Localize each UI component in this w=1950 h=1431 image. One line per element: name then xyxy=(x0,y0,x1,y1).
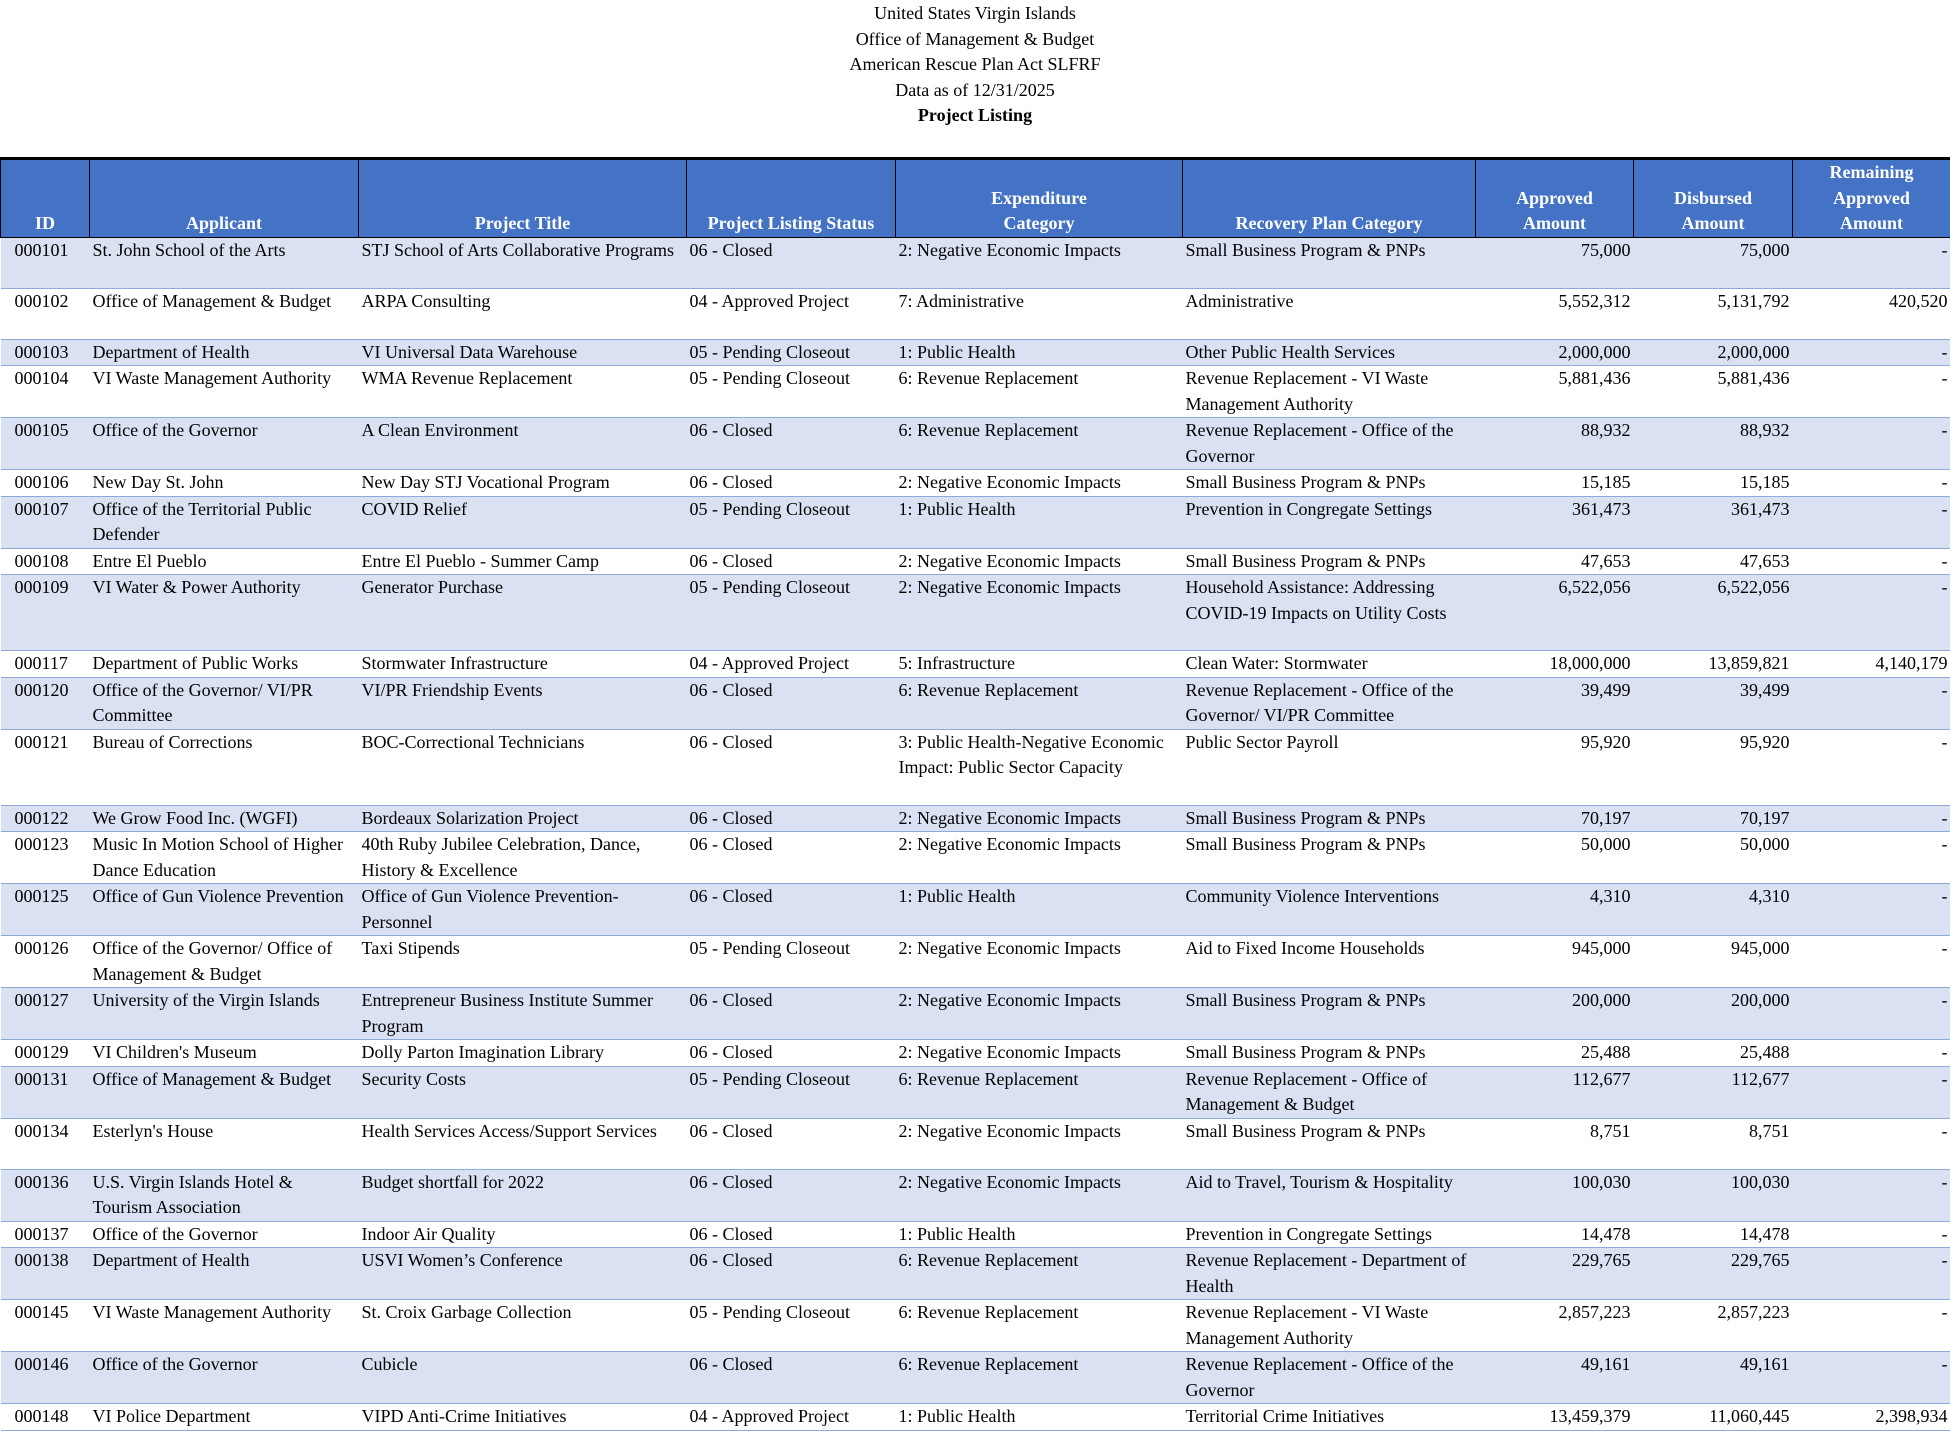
cell-remaining: - xyxy=(1793,936,1950,988)
cell-project-title: Office of Gun Violence Prevention-Personnel xyxy=(359,884,687,936)
cell-disbursed: 88,932 xyxy=(1634,418,1793,470)
col-header-approved[interactable]: Approved Amount xyxy=(1476,159,1634,238)
col-header-expenditure[interactable]: Expenditure Category xyxy=(896,159,1183,238)
cell-disbursed: 112,677 xyxy=(1634,1066,1793,1118)
cell-approved: 2,857,223 xyxy=(1476,1300,1634,1352)
cell-remaining: - xyxy=(1793,1169,1950,1221)
cell-id: 000121 xyxy=(1,729,90,805)
cell-project-title: WMA Revenue Replacement xyxy=(359,366,687,418)
cell-project-title: 40th Ruby Jubilee Celebration, Dance, History & Excellence xyxy=(359,832,687,884)
cell-expenditure: 2: Negative Economic Impacts xyxy=(896,1040,1183,1067)
cell-remaining: - xyxy=(1793,1118,1950,1169)
cell-remaining: - xyxy=(1793,1221,1950,1248)
cell-remaining: - xyxy=(1793,1352,1950,1404)
cell-project-title: Bordeaux Solarization Project xyxy=(359,805,687,832)
project-listing-table xyxy=(0,157,1950,1431)
cell-applicant: Office of Management & Budget xyxy=(90,1066,359,1118)
table-row[interactable] xyxy=(1,288,1950,339)
cell-disbursed: 8,751 xyxy=(1634,1118,1793,1169)
cell-applicant: Esterlyn's House xyxy=(90,1118,359,1169)
table-row[interactable] xyxy=(1,575,1950,651)
cell-disbursed: 945,000 xyxy=(1634,936,1793,988)
cell-remaining: - xyxy=(1793,418,1950,470)
cell-recovery: Territorial Crime Initiatives xyxy=(1183,1404,1476,1431)
header-territory: United States Virgin Islands xyxy=(0,1,1950,27)
cell-disbursed: 14,478 xyxy=(1634,1221,1793,1248)
cell-recovery: Other Public Health Services xyxy=(1183,339,1476,366)
cell-remaining: - xyxy=(1793,1066,1950,1118)
cell-remaining: - xyxy=(1793,575,1950,651)
cell-id: 000136 xyxy=(1,1169,90,1221)
cell-applicant: Entre El Pueblo xyxy=(90,548,359,575)
cell-recovery: Clean Water: Stormwater xyxy=(1183,651,1476,678)
cell-status: 06 - Closed xyxy=(687,1118,896,1169)
cell-id: 000137 xyxy=(1,1221,90,1248)
cell-expenditure: 2: Negative Economic Impacts xyxy=(896,470,1183,497)
cell-remaining: - xyxy=(1793,237,1950,288)
cell-expenditure: 2: Negative Economic Impacts xyxy=(896,1118,1183,1169)
header-date: Data as of 12/31/2025 xyxy=(0,78,1950,104)
cell-expenditure: 1: Public Health xyxy=(896,339,1183,366)
cell-recovery: Revenue Replacement - Office of the Governor/ VI/PR Committee xyxy=(1183,677,1476,729)
cell-remaining: - xyxy=(1793,988,1950,1040)
cell-applicant: Office of the Governor xyxy=(90,418,359,470)
cell-id: 000108 xyxy=(1,548,90,575)
table-row[interactable] xyxy=(1,548,1950,575)
cell-applicant: We Grow Food Inc. (WGFI) xyxy=(90,805,359,832)
table-body xyxy=(1,237,1950,1430)
cell-applicant: VI Children's Museum xyxy=(90,1040,359,1067)
table-row[interactable] xyxy=(1,1248,1950,1300)
cell-project-title: Generator Purchase xyxy=(359,575,687,651)
cell-recovery: Revenue Replacement - Office of Management & Budget xyxy=(1183,1066,1476,1118)
cell-id: 000138 xyxy=(1,1248,90,1300)
cell-recovery: Small Business Program & PNPs xyxy=(1183,805,1476,832)
cell-disbursed: 70,197 xyxy=(1634,805,1793,832)
cell-applicant: New Day St. John xyxy=(90,470,359,497)
cell-applicant: Office of the Governor xyxy=(90,1221,359,1248)
cell-expenditure: 6: Revenue Replacement xyxy=(896,366,1183,418)
table-row[interactable] xyxy=(1,470,1950,497)
table-row[interactable] xyxy=(1,988,1950,1040)
cell-approved: 18,000,000 xyxy=(1476,651,1634,678)
cell-disbursed: 5,881,436 xyxy=(1634,366,1793,418)
cell-applicant: Department of Public Works xyxy=(90,651,359,678)
cell-recovery: Revenue Replacement - Office of the Governor xyxy=(1183,1352,1476,1404)
cell-id: 000107 xyxy=(1,496,90,548)
cell-applicant: University of the Virgin Islands xyxy=(90,988,359,1040)
cell-project-title: Budget shortfall for 2022 xyxy=(359,1169,687,1221)
cell-remaining: 2,398,934 xyxy=(1793,1404,1950,1431)
table-row[interactable] xyxy=(1,418,1950,470)
cell-id: 000109 xyxy=(1,575,90,651)
cell-id: 000120 xyxy=(1,677,90,729)
cell-remaining: - xyxy=(1793,366,1950,418)
cell-recovery: Small Business Program & PNPs xyxy=(1183,548,1476,575)
cell-project-title: USVI Women’s Conference xyxy=(359,1248,687,1300)
cell-status: 06 - Closed xyxy=(687,1169,896,1221)
cell-approved: 945,000 xyxy=(1476,936,1634,988)
table-row[interactable] xyxy=(1,1352,1950,1404)
cell-approved: 361,473 xyxy=(1476,496,1634,548)
cell-recovery: Revenue Replacement - Office of the Governor xyxy=(1183,418,1476,470)
cell-id: 000131 xyxy=(1,1066,90,1118)
table-row[interactable] xyxy=(1,1404,1950,1431)
cell-approved: 5,881,436 xyxy=(1476,366,1634,418)
cell-recovery: Revenue Replacement - VI Waste Management Authority xyxy=(1183,1300,1476,1352)
cell-project-title: Entrepreneur Business Institute Summer Program xyxy=(359,988,687,1040)
cell-status: 05 - Pending Closeout xyxy=(687,366,896,418)
cell-expenditure: 2: Negative Economic Impacts xyxy=(896,805,1183,832)
cell-expenditure: 2: Negative Economic Impacts xyxy=(896,1169,1183,1221)
cell-id: 000145 xyxy=(1,1300,90,1352)
cell-disbursed: 50,000 xyxy=(1634,832,1793,884)
cell-disbursed: 200,000 xyxy=(1634,988,1793,1040)
cell-disbursed: 5,131,792 xyxy=(1634,288,1793,339)
table-row[interactable] xyxy=(1,366,1950,418)
cell-project-title: Dolly Parton Imagination Library xyxy=(359,1040,687,1067)
cell-remaining: - xyxy=(1793,729,1950,805)
cell-disbursed: 11,060,445 xyxy=(1634,1404,1793,1431)
cell-remaining: - xyxy=(1793,1300,1950,1352)
header-office: Office of Management & Budget xyxy=(0,27,1950,53)
cell-approved: 200,000 xyxy=(1476,988,1634,1040)
cell-project-title: Cubicle xyxy=(359,1352,687,1404)
cell-id: 000103 xyxy=(1,339,90,366)
cell-project-title: A Clean Environment xyxy=(359,418,687,470)
cell-remaining: - xyxy=(1793,805,1950,832)
cell-id: 000122 xyxy=(1,805,90,832)
cell-expenditure: 7: Administrative xyxy=(896,288,1183,339)
cell-status: 06 - Closed xyxy=(687,1221,896,1248)
cell-approved: 13,459,379 xyxy=(1476,1404,1634,1431)
cell-approved: 14,478 xyxy=(1476,1221,1634,1248)
cell-remaining: - xyxy=(1793,1040,1950,1067)
cell-applicant: VI Police Department xyxy=(90,1404,359,1431)
cell-status: 06 - Closed xyxy=(687,418,896,470)
cell-remaining: - xyxy=(1793,884,1950,936)
cell-expenditure: 1: Public Health xyxy=(896,884,1183,936)
cell-project-title: VI Universal Data Warehouse xyxy=(359,339,687,366)
cell-applicant: St. John School of the Arts xyxy=(90,237,359,288)
cell-project-title: ARPA Consulting xyxy=(359,288,687,339)
cell-approved: 39,499 xyxy=(1476,677,1634,729)
cell-disbursed: 75,000 xyxy=(1634,237,1793,288)
cell-recovery: Aid to Travel, Tourism & Hospitality xyxy=(1183,1169,1476,1221)
cell-project-title: Security Costs xyxy=(359,1066,687,1118)
cell-recovery: Small Business Program & PNPs xyxy=(1183,988,1476,1040)
report-header xyxy=(0,0,1950,129)
cell-expenditure: 2: Negative Economic Impacts xyxy=(896,575,1183,651)
cell-id: 000125 xyxy=(1,884,90,936)
table-row[interactable] xyxy=(1,1169,1950,1221)
cell-status: 04 - Approved Project xyxy=(687,1404,896,1431)
cell-recovery: Small Business Program & PNPs xyxy=(1183,1118,1476,1169)
cell-approved: 100,030 xyxy=(1476,1169,1634,1221)
cell-approved: 25,488 xyxy=(1476,1040,1634,1067)
project-listing-table-wrap xyxy=(0,157,1950,1431)
cell-status: 06 - Closed xyxy=(687,1040,896,1067)
cell-status: 06 - Closed xyxy=(687,1352,896,1404)
header-program: American Rescue Plan Act SLFRF xyxy=(0,52,1950,78)
cell-applicant: Office of the Governor/ Office of Management & Budget xyxy=(90,936,359,988)
table-row[interactable] xyxy=(1,339,1950,366)
cell-recovery: Revenue Replacement - VI Waste Management Authority xyxy=(1183,366,1476,418)
cell-approved: 49,161 xyxy=(1476,1352,1634,1404)
cell-recovery: Public Sector Payroll xyxy=(1183,729,1476,805)
cell-id: 000104 xyxy=(1,366,90,418)
cell-disbursed: 13,859,821 xyxy=(1634,651,1793,678)
cell-recovery: Administrative xyxy=(1183,288,1476,339)
cell-project-title: St. Croix Garbage Collection xyxy=(359,1300,687,1352)
table-row[interactable] xyxy=(1,1118,1950,1169)
col-header-remaining[interactable]: Remaining Approved Amount xyxy=(1793,159,1950,238)
cell-project-title: New Day STJ Vocational Program xyxy=(359,470,687,497)
col-header-status[interactable]: Project Listing Status xyxy=(687,159,896,238)
cell-id: 000148 xyxy=(1,1404,90,1431)
cell-id: 000123 xyxy=(1,832,90,884)
cell-disbursed: 95,920 xyxy=(1634,729,1793,805)
cell-status: 04 - Approved Project xyxy=(687,651,896,678)
cell-expenditure: 6: Revenue Replacement xyxy=(896,677,1183,729)
table-row[interactable] xyxy=(1,884,1950,936)
cell-approved: 6,522,056 xyxy=(1476,575,1634,651)
cell-project-title: COVID Relief xyxy=(359,496,687,548)
cell-status: 06 - Closed xyxy=(687,805,896,832)
table-row[interactable] xyxy=(1,496,1950,548)
cell-disbursed: 2,857,223 xyxy=(1634,1300,1793,1352)
cell-applicant: VI Water & Power Authority xyxy=(90,575,359,651)
cell-expenditure: 6: Revenue Replacement xyxy=(896,1066,1183,1118)
cell-applicant: Department of Health xyxy=(90,1248,359,1300)
cell-applicant: Office of Gun Violence Prevention xyxy=(90,884,359,936)
cell-expenditure: 6: Revenue Replacement xyxy=(896,1248,1183,1300)
cell-remaining: 420,520 xyxy=(1793,288,1950,339)
cell-id: 000146 xyxy=(1,1352,90,1404)
cell-project-title: Stormwater Infrastructure xyxy=(359,651,687,678)
cell-applicant: Music In Motion School of Higher Dance Education xyxy=(90,832,359,884)
cell-id: 000129 xyxy=(1,1040,90,1067)
table-row[interactable] xyxy=(1,805,1950,832)
cell-expenditure: 2: Negative Economic Impacts xyxy=(896,936,1183,988)
cell-applicant: Bureau of Corrections xyxy=(90,729,359,805)
cell-disbursed: 39,499 xyxy=(1634,677,1793,729)
col-header-disbursed[interactable]: Disbursed Amount xyxy=(1634,159,1793,238)
cell-expenditure: 2: Negative Economic Impacts xyxy=(896,237,1183,288)
cell-status: 06 - Closed xyxy=(687,729,896,805)
cell-disbursed: 25,488 xyxy=(1634,1040,1793,1067)
table-row[interactable] xyxy=(1,936,1950,988)
cell-expenditure: 2: Negative Economic Impacts xyxy=(896,832,1183,884)
cell-disbursed: 49,161 xyxy=(1634,1352,1793,1404)
cell-id: 000106 xyxy=(1,470,90,497)
cell-id: 000102 xyxy=(1,288,90,339)
cell-approved: 5,552,312 xyxy=(1476,288,1634,339)
cell-id: 000127 xyxy=(1,988,90,1040)
cell-applicant: VI Waste Management Authority xyxy=(90,1300,359,1352)
cell-disbursed: 15,185 xyxy=(1634,470,1793,497)
cell-disbursed: 4,310 xyxy=(1634,884,1793,936)
cell-applicant: VI Waste Management Authority xyxy=(90,366,359,418)
cell-approved: 2,000,000 xyxy=(1476,339,1634,366)
cell-applicant: Office of Management & Budget xyxy=(90,288,359,339)
cell-recovery: Small Business Program & PNPs xyxy=(1183,470,1476,497)
cell-expenditure: 6: Revenue Replacement xyxy=(896,1300,1183,1352)
cell-applicant: Department of Health xyxy=(90,339,359,366)
cell-recovery: Small Business Program & PNPs xyxy=(1183,237,1476,288)
cell-approved: 229,765 xyxy=(1476,1248,1634,1300)
cell-project-title: BOC-Correctional Technicians xyxy=(359,729,687,805)
cell-project-title: Entre El Pueblo - Summer Camp xyxy=(359,548,687,575)
table-row[interactable] xyxy=(1,677,1950,729)
cell-remaining: - xyxy=(1793,548,1950,575)
cell-applicant: Office of the Territorial Public Defender xyxy=(90,496,359,548)
cell-recovery: Small Business Program & PNPs xyxy=(1183,832,1476,884)
cell-approved: 70,197 xyxy=(1476,805,1634,832)
cell-approved: 4,310 xyxy=(1476,884,1634,936)
cell-expenditure: 6: Revenue Replacement xyxy=(896,1352,1183,1404)
cell-status: 06 - Closed xyxy=(687,988,896,1040)
header-title: Project Listing xyxy=(0,103,1950,129)
cell-remaining: 4,140,179 xyxy=(1793,651,1950,678)
table-header-row xyxy=(1,159,1950,238)
cell-recovery: Small Business Program & PNPs xyxy=(1183,1040,1476,1067)
cell-remaining: - xyxy=(1793,339,1950,366)
cell-recovery: Prevention in Congregate Settings xyxy=(1183,1221,1476,1248)
table-row[interactable] xyxy=(1,1221,1950,1248)
cell-status: 04 - Approved Project xyxy=(687,288,896,339)
cell-remaining: - xyxy=(1793,496,1950,548)
cell-disbursed: 361,473 xyxy=(1634,496,1793,548)
cell-id: 000101 xyxy=(1,237,90,288)
cell-disbursed: 100,030 xyxy=(1634,1169,1793,1221)
cell-id: 000105 xyxy=(1,418,90,470)
cell-project-title: VI/PR Friendship Events xyxy=(359,677,687,729)
cell-recovery: Revenue Replacement - Department of Health xyxy=(1183,1248,1476,1300)
col-header-applicant[interactable]: Applicant xyxy=(90,159,359,238)
cell-status: 06 - Closed xyxy=(687,548,896,575)
col-header-recovery[interactable]: Recovery Plan Category xyxy=(1183,159,1476,238)
cell-applicant: Office of the Governor/ VI/PR Committee xyxy=(90,677,359,729)
cell-id: 000126 xyxy=(1,936,90,988)
cell-status: 05 - Pending Closeout xyxy=(687,1066,896,1118)
cell-disbursed: 6,522,056 xyxy=(1634,575,1793,651)
cell-approved: 8,751 xyxy=(1476,1118,1634,1169)
table-row[interactable] xyxy=(1,729,1950,805)
cell-remaining: - xyxy=(1793,1248,1950,1300)
cell-project-title: Health Services Access/Support Services xyxy=(359,1118,687,1169)
cell-id: 000117 xyxy=(1,651,90,678)
cell-expenditure: 3: Public Health-Negative Economic Impact: Public Sector Capacity xyxy=(896,729,1183,805)
cell-project-title: STJ School of Arts Collaborative Programs xyxy=(359,237,687,288)
cell-recovery: Aid to Fixed Income Households xyxy=(1183,936,1476,988)
cell-status: 05 - Pending Closeout xyxy=(687,496,896,548)
cell-status: 05 - Pending Closeout xyxy=(687,1300,896,1352)
cell-disbursed: 229,765 xyxy=(1634,1248,1793,1300)
cell-remaining: - xyxy=(1793,470,1950,497)
cell-project-title: Taxi Stipends xyxy=(359,936,687,988)
cell-approved: 50,000 xyxy=(1476,832,1634,884)
cell-applicant: U.S. Virgin Islands Hotel & Tourism Association xyxy=(90,1169,359,1221)
cell-recovery: Prevention in Congregate Settings xyxy=(1183,496,1476,548)
cell-applicant: Office of the Governor xyxy=(90,1352,359,1404)
table-row[interactable] xyxy=(1,832,1950,884)
col-header-project-title[interactable]: Project Title xyxy=(359,159,687,238)
cell-remaining: - xyxy=(1793,832,1950,884)
table-row[interactable] xyxy=(1,237,1950,288)
cell-remaining: - xyxy=(1793,677,1950,729)
cell-recovery: Household Assistance: Addressing COVID-19 Impacts on Utility Costs xyxy=(1183,575,1476,651)
table-row[interactable] xyxy=(1,651,1950,678)
cell-expenditure: 2: Negative Economic Impacts xyxy=(896,988,1183,1040)
cell-status: 06 - Closed xyxy=(687,1248,896,1300)
cell-approved: 75,000 xyxy=(1476,237,1634,288)
cell-approved: 95,920 xyxy=(1476,729,1634,805)
table-row[interactable] xyxy=(1,1040,1950,1067)
cell-disbursed: 47,653 xyxy=(1634,548,1793,575)
cell-status: 05 - Pending Closeout xyxy=(687,339,896,366)
table-row[interactable] xyxy=(1,1300,1950,1352)
cell-status: 05 - Pending Closeout xyxy=(687,936,896,988)
cell-expenditure: 5: Infrastructure xyxy=(896,651,1183,678)
cell-status: 06 - Closed xyxy=(687,677,896,729)
cell-approved: 47,653 xyxy=(1476,548,1634,575)
cell-approved: 112,677 xyxy=(1476,1066,1634,1118)
table-row[interactable] xyxy=(1,1066,1950,1118)
cell-status: 06 - Closed xyxy=(687,832,896,884)
cell-disbursed: 2,000,000 xyxy=(1634,339,1793,366)
cell-approved: 15,185 xyxy=(1476,470,1634,497)
cell-status: 06 - Closed xyxy=(687,884,896,936)
cell-project-title: Indoor Air Quality xyxy=(359,1221,687,1248)
cell-expenditure: 1: Public Health xyxy=(896,1221,1183,1248)
cell-expenditure: 2: Negative Economic Impacts xyxy=(896,548,1183,575)
cell-expenditure: 6: Revenue Replacement xyxy=(896,418,1183,470)
cell-status: 05 - Pending Closeout xyxy=(687,575,896,651)
cell-project-title: VIPD Anti-Crime Initiatives xyxy=(359,1404,687,1431)
cell-approved: 88,932 xyxy=(1476,418,1634,470)
cell-status: 06 - Closed xyxy=(687,237,896,288)
cell-id: 000134 xyxy=(1,1118,90,1169)
cell-expenditure: 1: Public Health xyxy=(896,1404,1183,1431)
col-header-id[interactable]: ID xyxy=(1,159,90,238)
cell-recovery: Community Violence Interventions xyxy=(1183,884,1476,936)
cell-status: 06 - Closed xyxy=(687,470,896,497)
cell-expenditure: 1: Public Health xyxy=(896,496,1183,548)
